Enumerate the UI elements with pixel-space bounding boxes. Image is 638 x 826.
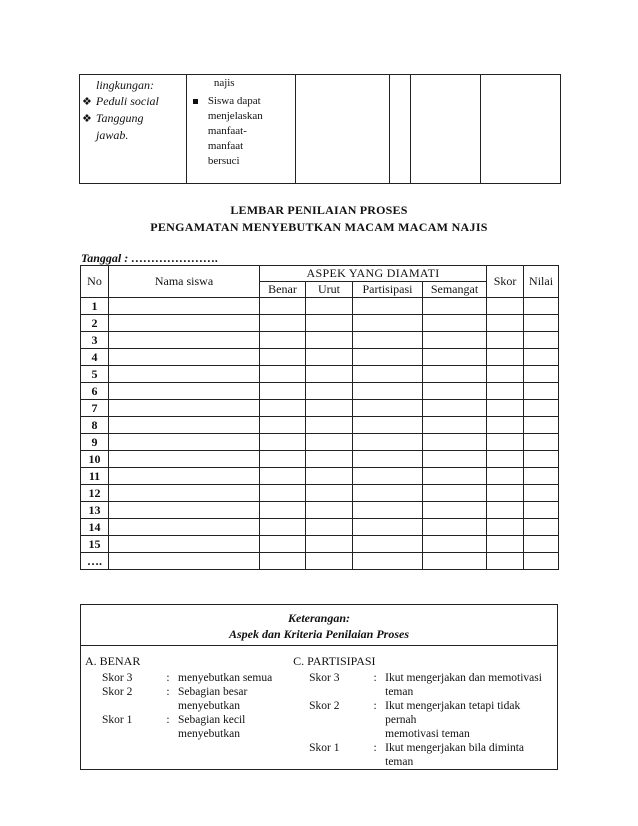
table-cell bbox=[353, 553, 423, 570]
table-cell bbox=[423, 468, 487, 485]
row-number: 13 bbox=[81, 502, 109, 519]
header-urut: Urut bbox=[306, 282, 353, 298]
table-cell bbox=[109, 366, 260, 383]
table-cell bbox=[306, 485, 353, 502]
table-cell bbox=[487, 366, 524, 383]
table-cell bbox=[260, 383, 306, 400]
table-cell bbox=[487, 485, 524, 502]
table-cell bbox=[306, 315, 353, 332]
table-cell bbox=[487, 417, 524, 434]
table-cell bbox=[524, 536, 559, 553]
table-cell bbox=[306, 468, 353, 485]
assessment-rows bbox=[81, 298, 559, 570]
table-cell bbox=[423, 315, 487, 332]
criteria-score-label: Skor 3 bbox=[102, 672, 133, 684]
table-cell bbox=[260, 519, 306, 536]
row-number: 14 bbox=[81, 519, 109, 536]
criteria-score-label bbox=[102, 727, 158, 741]
keterangan-title: Keterangan: bbox=[287, 611, 350, 625]
table-cell bbox=[306, 434, 353, 451]
values-item: ❖ Peduli social bbox=[82, 94, 159, 108]
keterangan-table bbox=[80, 604, 558, 770]
table-cell bbox=[524, 502, 559, 519]
table-row bbox=[81, 485, 559, 502]
header-benar: Benar bbox=[260, 282, 306, 298]
criteria-separator: : bbox=[373, 700, 377, 712]
table-cell bbox=[524, 553, 559, 570]
criteria-description: Ikut mengerjakan dan memotivasi bbox=[385, 672, 542, 684]
table-cell bbox=[353, 315, 423, 332]
table-cell bbox=[524, 366, 559, 383]
criteria-row bbox=[293, 727, 553, 741]
table-cell bbox=[109, 383, 260, 400]
table-cell bbox=[353, 400, 423, 417]
row-number: 5 bbox=[81, 366, 109, 383]
table-cell bbox=[423, 536, 487, 553]
row-number: 8 bbox=[81, 417, 109, 434]
table-cell bbox=[306, 383, 353, 400]
table-cell bbox=[353, 383, 423, 400]
criteria-description: menyebutkan bbox=[178, 728, 240, 740]
table-cell bbox=[524, 400, 559, 417]
table-cell bbox=[423, 519, 487, 536]
criteria-score-label: Skor 1 bbox=[102, 714, 133, 726]
table-cell bbox=[524, 349, 559, 366]
table-cell bbox=[306, 349, 353, 366]
criteria-items bbox=[293, 671, 553, 769]
table-cell bbox=[524, 315, 559, 332]
diamond-bullet-icon: ❖ bbox=[82, 113, 92, 125]
assessment-table bbox=[80, 265, 559, 570]
criteria-score-label: Skor 3 bbox=[309, 672, 340, 684]
table-cell bbox=[353, 298, 423, 315]
row-number: 10 bbox=[81, 451, 109, 468]
values-line: lingkungan: bbox=[96, 78, 154, 92]
criteria-row bbox=[293, 685, 553, 699]
table-cell bbox=[487, 502, 524, 519]
criteria-score-label bbox=[309, 727, 365, 741]
table-cell bbox=[109, 485, 260, 502]
table-cell bbox=[260, 315, 306, 332]
criteria-score-label: Skor 1 bbox=[309, 742, 340, 754]
table-cell bbox=[423, 434, 487, 451]
criteria-separator: : bbox=[373, 742, 377, 754]
table-row bbox=[81, 298, 559, 315]
table-cell bbox=[260, 417, 306, 434]
table-cell bbox=[109, 553, 260, 570]
criteria-separator bbox=[365, 727, 385, 741]
top-fragment-table bbox=[79, 74, 561, 184]
keterangan-body bbox=[81, 646, 558, 770]
table-row bbox=[81, 400, 559, 417]
criteria-description: Sebagian kecil bbox=[178, 714, 246, 726]
table-cell bbox=[487, 349, 524, 366]
row-number: 4 bbox=[81, 349, 109, 366]
table-cell bbox=[423, 332, 487, 349]
criteria-score-label: Skor 2 bbox=[102, 686, 133, 698]
table-cell bbox=[109, 468, 260, 485]
square-bullet-icon bbox=[193, 99, 198, 104]
criteria-row bbox=[85, 699, 281, 713]
table-row bbox=[81, 315, 559, 332]
row-number: 15 bbox=[81, 536, 109, 553]
table-cell bbox=[353, 485, 423, 502]
header-partisipasi: Partisipasi bbox=[353, 282, 423, 298]
criteria-description: Ikut mengerjakan bila diminta teman bbox=[385, 742, 525, 768]
page-subtitle: PENGAMATAN MENYEBUTKAN MACAM MACAM NAJIS bbox=[150, 220, 488, 234]
row-number: 9 bbox=[81, 434, 109, 451]
table-cell bbox=[423, 553, 487, 570]
table-cell bbox=[260, 298, 306, 315]
table-cell bbox=[306, 332, 353, 349]
table-cell bbox=[109, 298, 260, 315]
criteria-row bbox=[85, 713, 281, 727]
criteria-score-label: Skor 2 bbox=[309, 700, 340, 712]
table-cell bbox=[524, 417, 559, 434]
criteria-score-label bbox=[102, 699, 158, 713]
table-row bbox=[81, 502, 559, 519]
table-cell bbox=[306, 417, 353, 434]
indicator-line: menjelaskan bbox=[207, 110, 263, 122]
table-cell bbox=[353, 519, 423, 536]
table-cell bbox=[353, 502, 423, 519]
table-cell bbox=[423, 451, 487, 468]
table-row bbox=[81, 366, 559, 383]
table-cell bbox=[306, 502, 353, 519]
table-row bbox=[81, 417, 559, 434]
table-row bbox=[81, 468, 559, 485]
table-cell bbox=[524, 383, 559, 400]
table-cell bbox=[423, 366, 487, 383]
table-cell bbox=[487, 400, 524, 417]
table-cell bbox=[487, 315, 524, 332]
table-cell bbox=[353, 332, 423, 349]
criteria-separator: : bbox=[166, 672, 170, 684]
table-cell bbox=[353, 349, 423, 366]
table-cell bbox=[423, 417, 487, 434]
criteria-row bbox=[293, 671, 553, 685]
table-cell bbox=[353, 451, 423, 468]
header-aspek: ASPEK YANG DIAMATI bbox=[260, 266, 487, 282]
table-cell bbox=[423, 349, 487, 366]
top-cell-empty bbox=[481, 75, 561, 184]
table-cell bbox=[487, 536, 524, 553]
table-cell bbox=[487, 468, 524, 485]
table-cell bbox=[109, 451, 260, 468]
table-cell bbox=[306, 536, 353, 553]
date-field: Tanggal : …………………. bbox=[81, 251, 219, 265]
criteria-description: teman bbox=[385, 686, 414, 698]
criteria-row bbox=[293, 699, 553, 727]
table-cell bbox=[423, 502, 487, 519]
table-cell bbox=[260, 502, 306, 519]
header-skor: Skor bbox=[487, 266, 524, 298]
table-cell bbox=[524, 298, 559, 315]
criteria-separator bbox=[158, 699, 178, 713]
criteria-row bbox=[85, 727, 281, 741]
table-row bbox=[81, 383, 559, 400]
indicator-line: manfaat- bbox=[207, 125, 247, 137]
table-cell bbox=[260, 451, 306, 468]
table-cell bbox=[423, 298, 487, 315]
table-cell bbox=[487, 519, 524, 536]
table-cell bbox=[260, 400, 306, 417]
table-row bbox=[81, 349, 559, 366]
table-cell bbox=[260, 536, 306, 553]
table-cell bbox=[109, 417, 260, 434]
header-semangat: Semangat bbox=[423, 282, 487, 298]
table-cell bbox=[260, 434, 306, 451]
indicator-bullet-line: Siswa dapat bbox=[193, 94, 291, 109]
top-cell-values bbox=[80, 75, 187, 184]
table-row bbox=[81, 536, 559, 553]
table-cell bbox=[260, 468, 306, 485]
table-cell bbox=[260, 332, 306, 349]
top-cell-empty bbox=[390, 75, 411, 184]
table-cell bbox=[306, 519, 353, 536]
table-cell bbox=[353, 434, 423, 451]
criteria-separator: : bbox=[166, 714, 170, 726]
table-cell bbox=[524, 434, 559, 451]
row-number: 3 bbox=[81, 332, 109, 349]
criteria-separator bbox=[158, 727, 178, 741]
page-title: LEMBAR PENILAIAN PROSES bbox=[230, 203, 408, 217]
row-number: 11 bbox=[81, 468, 109, 485]
criteria-heading: C. PARTISIPASI bbox=[293, 654, 376, 668]
table-row bbox=[81, 553, 559, 570]
criteria-description: Ikut mengerjakan tetapi tidak pernah bbox=[385, 700, 521, 726]
table-cell bbox=[306, 400, 353, 417]
table-cell bbox=[306, 366, 353, 383]
row-number: 6 bbox=[81, 383, 109, 400]
criteria-row bbox=[293, 741, 553, 769]
keterangan-header bbox=[81, 605, 558, 646]
criteria-items bbox=[85, 671, 281, 741]
row-number: …. bbox=[81, 553, 109, 570]
table-cell bbox=[524, 468, 559, 485]
table-cell bbox=[423, 400, 487, 417]
table-cell bbox=[353, 417, 423, 434]
table-cell bbox=[353, 366, 423, 383]
table-cell bbox=[524, 519, 559, 536]
table-cell bbox=[487, 332, 524, 349]
row-number: 7 bbox=[81, 400, 109, 417]
values-line: jawab. bbox=[96, 128, 129, 142]
table-cell bbox=[524, 332, 559, 349]
table-row bbox=[81, 519, 559, 536]
table-cell bbox=[524, 451, 559, 468]
top-cell-empty bbox=[410, 75, 481, 184]
table-cell bbox=[109, 349, 260, 366]
criteria-separator: : bbox=[373, 672, 377, 684]
criteria-row bbox=[85, 671, 281, 685]
table-cell bbox=[353, 468, 423, 485]
table-cell bbox=[260, 366, 306, 383]
top-cell-indicator bbox=[186, 75, 295, 184]
criteria-benar bbox=[81, 646, 285, 769]
table-cell bbox=[487, 451, 524, 468]
indicator-line: najis bbox=[213, 77, 235, 89]
table-cell bbox=[306, 298, 353, 315]
table-row bbox=[81, 434, 559, 451]
criteria-row bbox=[85, 685, 281, 699]
criteria-separator bbox=[365, 685, 385, 699]
indicator-line: manfaat bbox=[207, 140, 244, 152]
values-item: ❖ Tanggung bbox=[82, 111, 144, 125]
header-nama-siswa: Nama siswa bbox=[109, 266, 260, 298]
criteria-score-label bbox=[309, 685, 365, 699]
table-cell bbox=[487, 298, 524, 315]
table-cell bbox=[109, 519, 260, 536]
table-cell bbox=[109, 536, 260, 553]
criteria-description: menyebutkan semua bbox=[178, 672, 273, 684]
table-cell bbox=[524, 485, 559, 502]
row-number: 1 bbox=[81, 298, 109, 315]
table-cell bbox=[306, 451, 353, 468]
criteria-heading: A. BENAR bbox=[85, 654, 141, 668]
criteria-partisipasi bbox=[285, 646, 557, 769]
table-cell bbox=[109, 315, 260, 332]
table-cell bbox=[487, 434, 524, 451]
header-nilai: Nilai bbox=[524, 266, 559, 298]
table-row bbox=[81, 451, 559, 468]
row-number: 12 bbox=[81, 485, 109, 502]
table-cell bbox=[487, 553, 524, 570]
table-cell bbox=[109, 332, 260, 349]
criteria-description: memotivasi teman bbox=[385, 728, 470, 740]
criteria-description: Sebagian besar bbox=[178, 686, 248, 698]
row-number: 2 bbox=[81, 315, 109, 332]
table-cell bbox=[423, 383, 487, 400]
table-cell bbox=[109, 400, 260, 417]
diamond-bullet-icon: ❖ bbox=[82, 96, 92, 108]
table-cell bbox=[487, 383, 524, 400]
table-cell bbox=[353, 536, 423, 553]
top-cell-empty bbox=[295, 75, 389, 184]
table-row bbox=[81, 332, 559, 349]
criteria-description: menyebutkan bbox=[178, 700, 240, 712]
table-cell bbox=[109, 502, 260, 519]
indicator-line: bersuci bbox=[207, 155, 240, 167]
table-cell bbox=[260, 553, 306, 570]
table-cell bbox=[260, 485, 306, 502]
header-no: No bbox=[81, 266, 109, 298]
table-cell bbox=[306, 553, 353, 570]
criteria-separator: : bbox=[166, 686, 170, 698]
table-cell bbox=[260, 349, 306, 366]
table-cell bbox=[109, 434, 260, 451]
keterangan-subtitle: Aspek dan Kriteria Penilaian Proses bbox=[228, 627, 410, 641]
table-cell bbox=[423, 485, 487, 502]
